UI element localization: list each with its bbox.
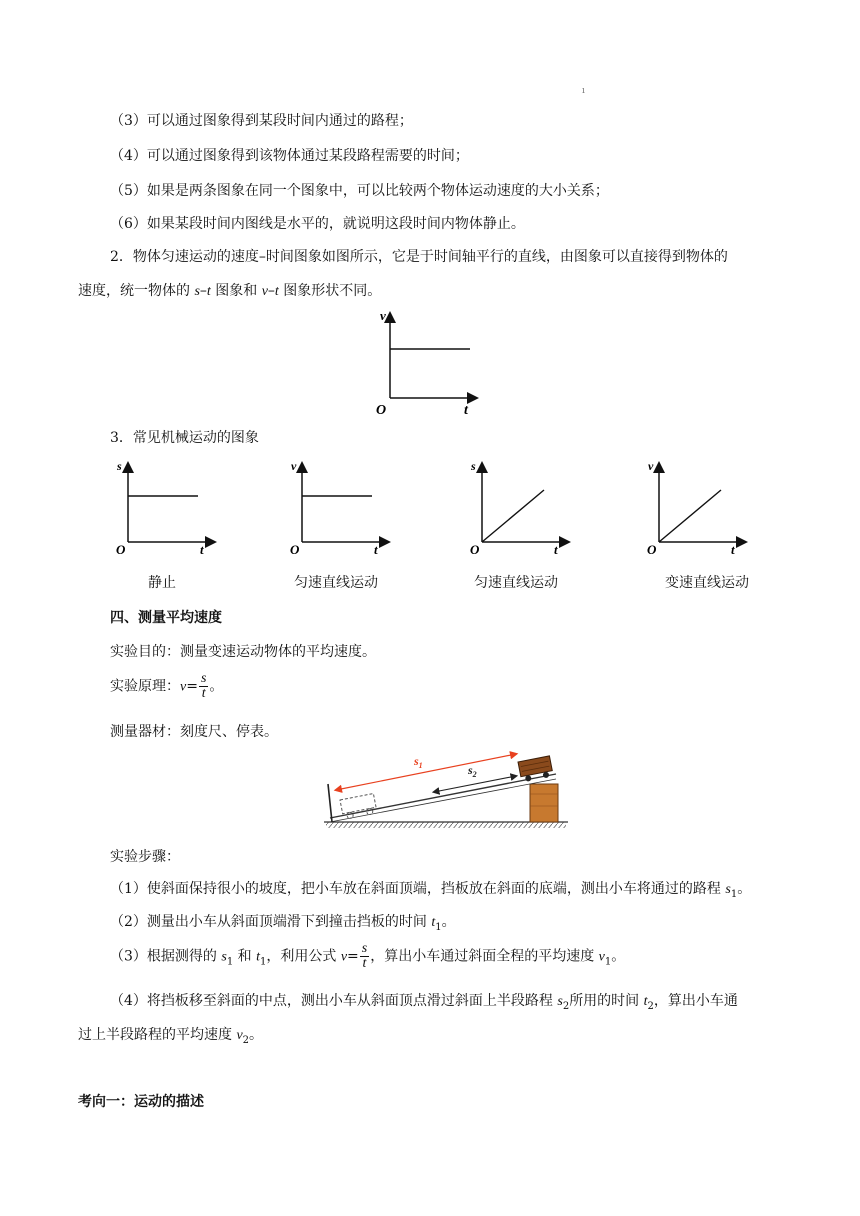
graph-line xyxy=(659,490,721,542)
list-item: （6）如果某段时间内图线是水平的，就说明这段时间内物体静止。 xyxy=(110,216,525,232)
experiment-principle: 实验原理：v= $\frac{s}{t}$ 。 xyxy=(110,671,224,701)
baffle xyxy=(328,784,332,822)
graph-caption: 匀速直线运动 xyxy=(474,575,558,591)
origin-label: O xyxy=(647,542,657,557)
step-3: （3）根据测得的 $s_1$ 和 $t_1$，利用公式 v= $\frac{s}{t}$ ，算出小车通过斜面全程的平均速度 $v_1$。 xyxy=(110,941,626,971)
motion-graph xyxy=(645,458,751,558)
x-axis-label: t xyxy=(731,542,735,557)
origin-label: O xyxy=(470,542,480,557)
step-2: （2）测量出小车从斜面顶端滑下到撞击挡板的时间 $t_1$。 xyxy=(110,914,456,933)
steps-title: 实验步骤： xyxy=(110,849,180,865)
fraction-s-over-t: $\frac{s}{t}$ xyxy=(200,671,207,701)
paragraph-2-line1: 2．物体匀速运动的速度–时间图象如图所示，它是于时间轴平行的直线，由图象可以直接得到物体的 xyxy=(110,249,728,265)
x-axis-label: t xyxy=(374,542,378,557)
s2-label: $s_2$ xyxy=(468,763,477,779)
x-axis-label: t xyxy=(554,542,558,557)
y-axis-label: v xyxy=(291,459,297,473)
y-axis-label: v xyxy=(380,308,386,323)
list-item: （4）可以通过图象得到该物体通过某段路程需要的时间； xyxy=(110,148,469,164)
step-4-line2: 过上半段路程的平均速度 $v_2$。 xyxy=(78,1027,264,1046)
experiment-purpose: 实验目的：测量变速运动物体的平均速度。 xyxy=(110,644,376,660)
origin-label: O xyxy=(376,403,387,418)
cart-ghost xyxy=(340,794,377,820)
wooden-block xyxy=(530,784,558,822)
x-axis-label: t xyxy=(464,403,468,418)
fraction-s-over-t: $\frac{s}{t}$ xyxy=(361,941,368,971)
s1-label: $s_1$ xyxy=(414,754,423,770)
header-mark: ı xyxy=(582,86,585,96)
motion-graph xyxy=(468,458,574,558)
graph-caption: 静止 xyxy=(148,575,176,591)
step-1: （1）使斜面保持很小的坡度，把小车放在斜面顶端，挡板放在斜面的底端，测出小车将通过的路程 $s_1$。 xyxy=(110,881,752,900)
graph-caption: 匀速直线运动 xyxy=(294,575,378,591)
origin-label: O xyxy=(290,542,300,557)
incline-diagram xyxy=(322,746,570,830)
graph-line xyxy=(482,490,544,542)
step-4-line1: （4）将挡板移至斜面的中点，测出小车从斜面顶点滑过斜面上半段路程 $s_2$所用的时间 $t_2$，算出小车通 xyxy=(110,993,738,1012)
paragraph-2-line2: 速度，统一物体的 s–t 图象和 v–t 图象形状不同。 xyxy=(78,283,382,299)
graph-caption: 变速直线运动 xyxy=(665,575,749,591)
s1-arrow xyxy=(336,754,516,790)
experiment-equipment: 测量器材：刻度尺、停表。 xyxy=(110,724,278,740)
incline-plane xyxy=(330,774,556,818)
section-heading-direction-1: 考向一：运动的描述 xyxy=(78,1094,204,1110)
motion-graph xyxy=(288,458,394,558)
section-3-title: 3．常见机械运动的图象 xyxy=(110,430,259,446)
list-item: （3）可以通过图象得到某段时间内通过的路程； xyxy=(110,113,413,129)
list-item: （5）如果是两条图象在同一个图象中，可以比较两个物体运动速度的大小关系； xyxy=(110,183,609,199)
y-axis-label: v xyxy=(648,459,654,473)
y-axis-label: s xyxy=(117,459,122,473)
vt-graph-main xyxy=(372,306,482,418)
ground-hatch xyxy=(326,822,566,828)
motion-graph xyxy=(114,458,220,558)
section-4-title: 四、测量平均速度 xyxy=(110,610,222,626)
origin-label: O xyxy=(116,542,126,557)
y-axis-label: s xyxy=(471,459,476,473)
x-axis-label: t xyxy=(200,542,204,557)
